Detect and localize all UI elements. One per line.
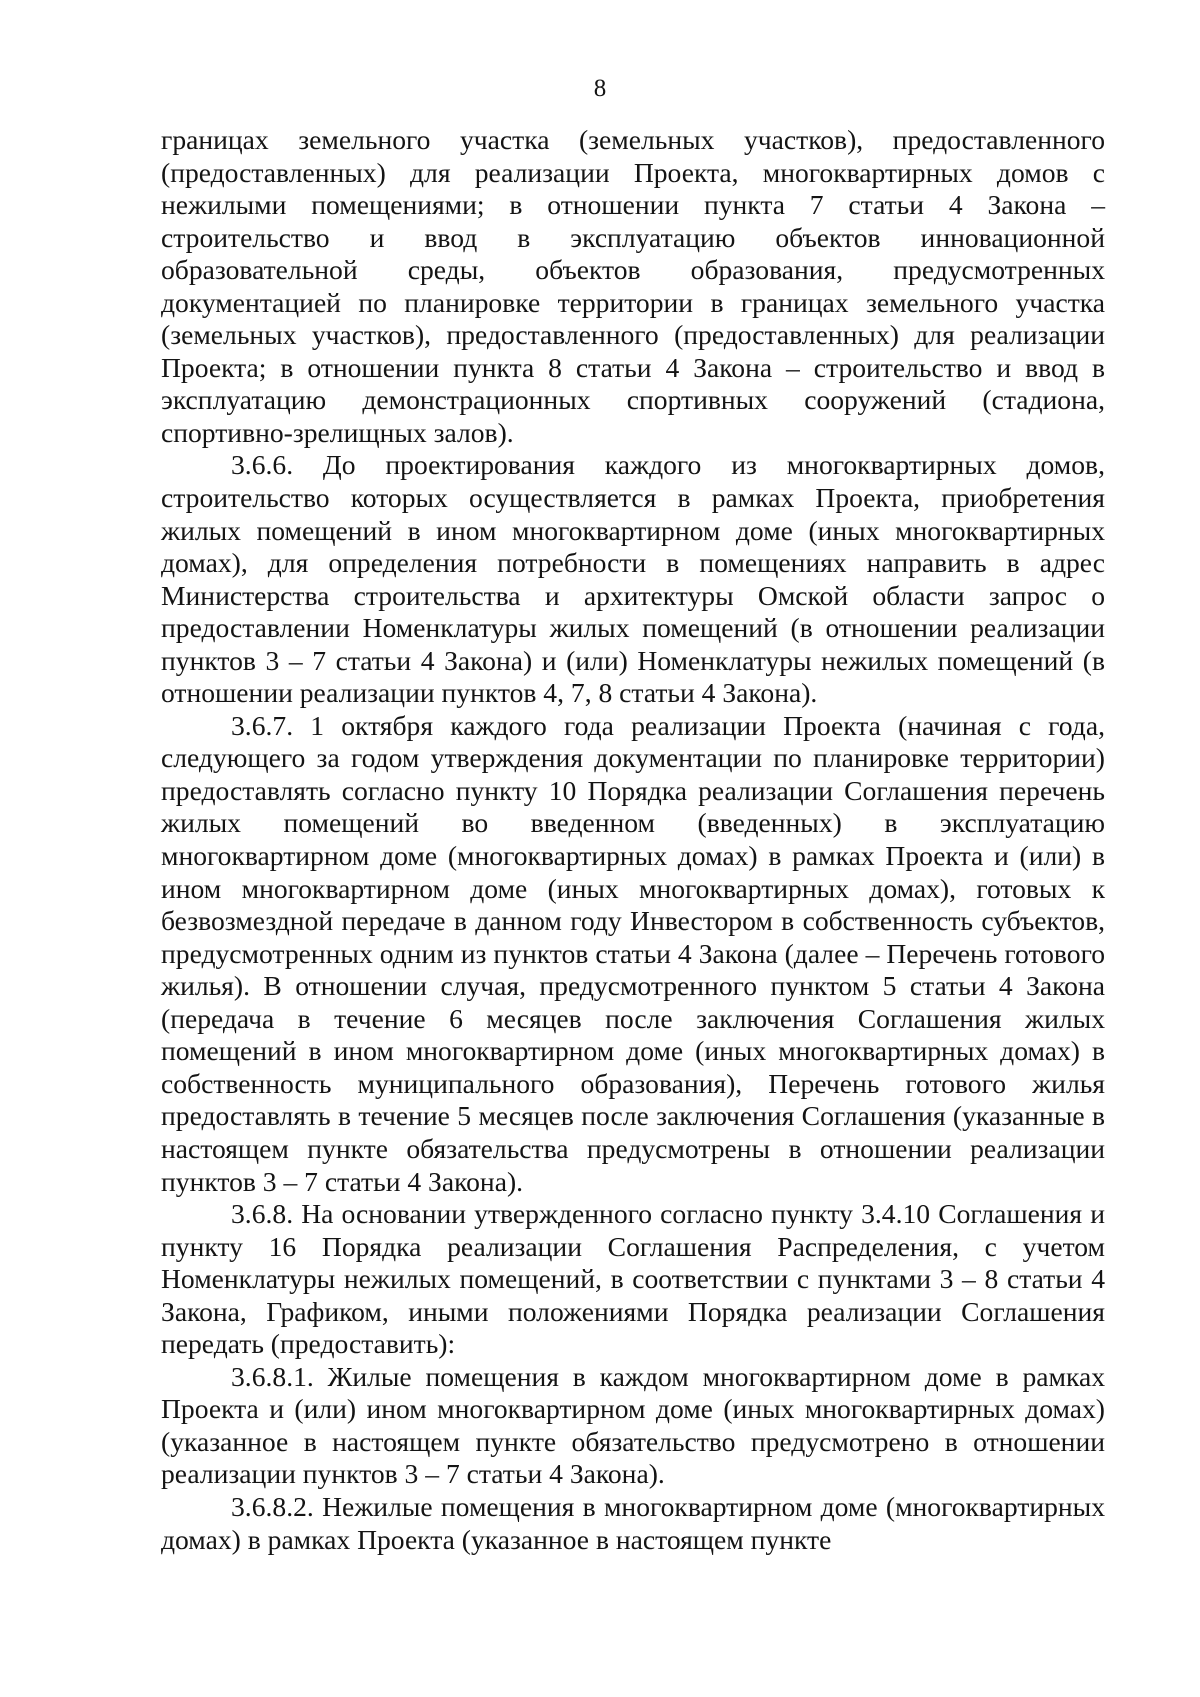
paragraph-3-6-8-1: 3.6.8.1. Жилые помещения в каждом многоквартирном доме в рамках Проекта и (или) ином многоквартирном доме (иных многоквартирных домах) (указанное в настоящем пункте обязательство предусмотрено в отношении реализации пунктов 3 – 7 статьи 4 Закона).: [161, 1360, 1105, 1490]
paragraph-3-6-7: 3.6.7. 1 октября каждого года реализации Проекта (начиная с года, следующего за годом утверждения документации по планировке территории) предоставлять согласно пункту 10 Порядка реализации Соглашения перечень жилых помещений во введенном (введенных) в эксплуатацию многоквартирном доме (многоквартирных домах) в рамках Проекта и (или) в ином многоквартирном доме (иных многоквартирных домах), готовых к безвозмездной передаче в данном году Инвестором в собственность субъектов, предусмотренных одним из пунктов статьи 4 Закона (далее – Перечень готового жилья). В отношении случая, предусмотренного пунктом 5 статьи 4 Закона (передача в течение 6 месяцев после заключения Соглашения жилых помещений в ином многоквартирном доме (иных многоквартирных домах) в собственность муниципального образования), Перечень готового жилья предоставлять в течение 5 месяцев после заключения Соглашения (указанные в настоящем пункте обязательства предусмотрены в отношении реализации пунктов 3 – 7 статьи 4 Закона).: [161, 709, 1105, 1197]
page-number: 8: [593, 75, 607, 102]
paragraph-3-6-8: 3.6.8. На основании утвержденного согласно пункту 3.4.10 Соглашения и пункту 16 Порядка реализации Соглашения Распределения, с учетом Номенклатуры нежилых помещений, в соответствии с пунктами 3 – 8 статьи 4 Закона, Графиком, иными положениями Порядка реализации Соглашения передать (предоставить):: [161, 1198, 1105, 1360]
document-body: [161, 124, 1105, 1556]
paragraph-3-6-8-2: 3.6.8.2. Нежилые помещения в многоквартирном доме (многоквартирных домах) в рамках Проекта (указанное в настоящем пункте: [161, 1490, 1105, 1555]
paragraph-continuation: границах земельного участка (земельных участков), предоставленного (предоставленных) для реализации Проекта, многоквартирных домов с нежилыми помещениями; в отношении пункта 7 статьи 4 Закона – строительство и ввод в эксплуатацию объектов инновационной образовательной среды, объектов образования, предусмотренных документацией по планировке территории в границах земельного участка (земельных участков), предоставленного (предоставленных) для реализации Проекта; в отношении пункта 8 статьи 4 Закона – строительство и ввод в эксплуатацию демонстрационных спортивных сооружений (стадиона, спортивно-зрелищных залов).: [161, 124, 1105, 448]
paragraph-3-6-6: 3.6.6. До проектирования каждого из многоквартирных домов, строительство которых осуществляется в рамках Проекта, приобретения жилых помещений в ином многоквартирном доме (иных многоквартирных домах), для определения потребности в помещениях направить в адрес Министерства строительства и архитектуры Омской области запрос о предоставлении Номенклатуры жилых помещений (в отношении реализации пунктов 3 – 7 статьи 4 Закона) и (или) Номенклатуры нежилых помещений (в отношении реализации пунктов 4, 7, 8 статьи 4 Закона).: [161, 449, 1105, 709]
